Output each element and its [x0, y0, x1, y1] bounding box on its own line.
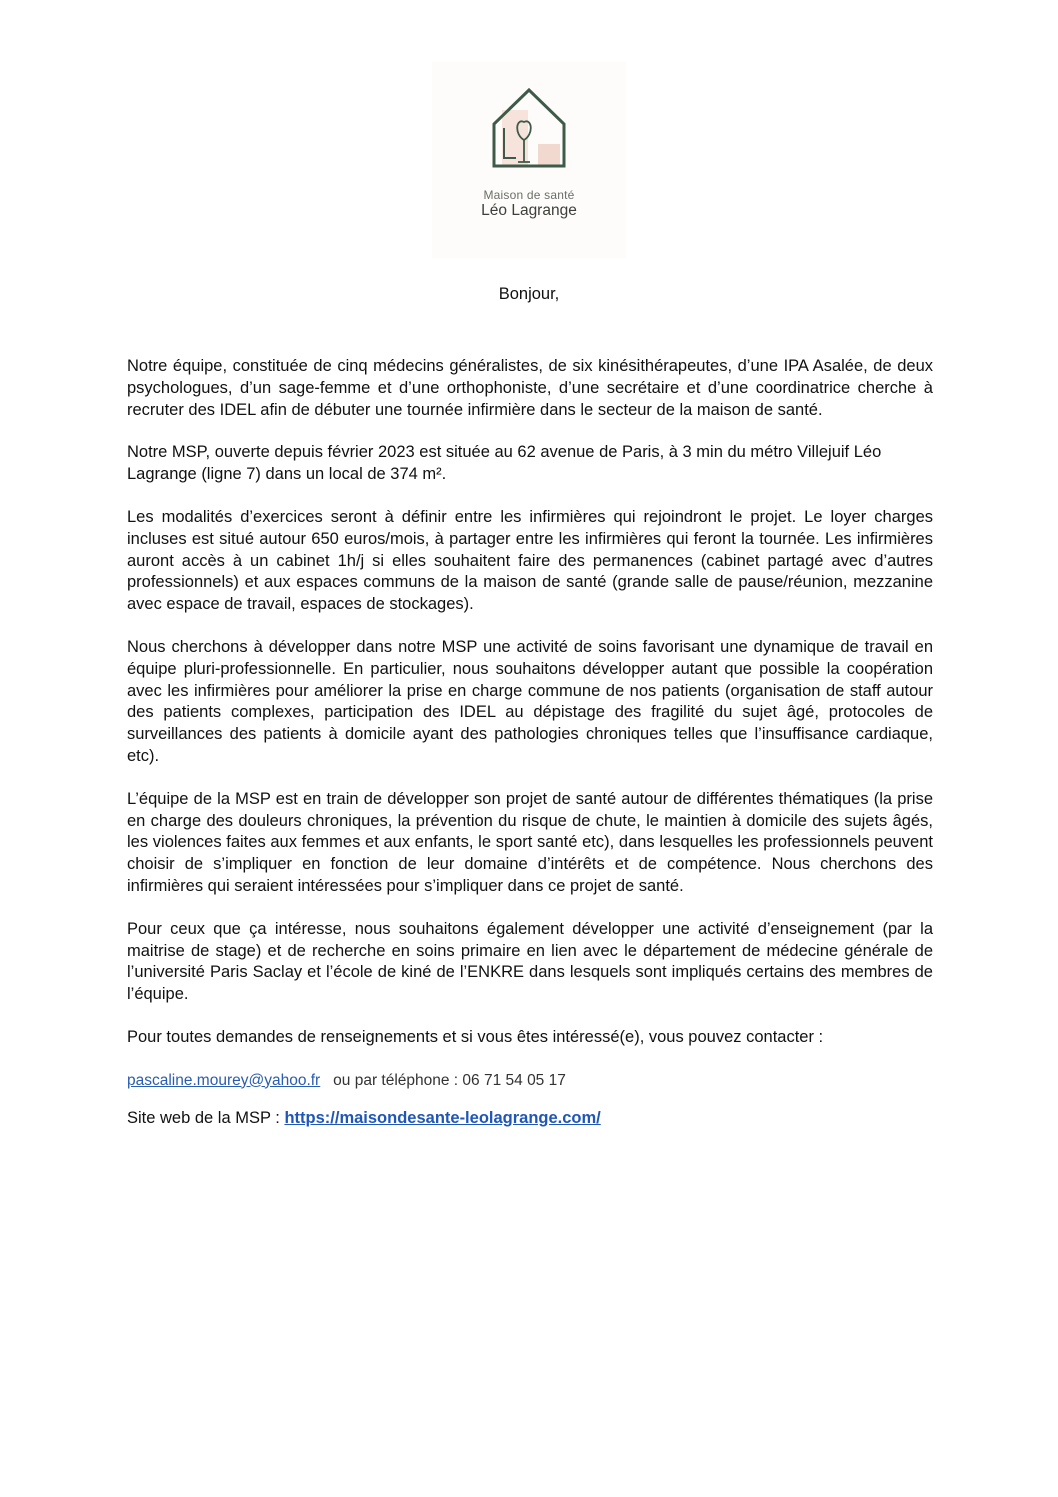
- email-link[interactable]: pascaline.mourey@yahoo.fr: [127, 1071, 321, 1089]
- letter-body: [127, 356, 933, 1129]
- website-line: [127, 1108, 933, 1130]
- logo-line1: Maison de santé: [483, 188, 575, 202]
- contact-intro: Pour toutes demandes de renseignements et si vous êtes intéressé(e), vous pouvez contacter :: [127, 1027, 824, 1046]
- phone-text: ou par téléphone : 06 71 54 05 17: [333, 1071, 566, 1089]
- contact-line: [127, 1070, 933, 1092]
- greeting: Bonjour,: [498, 285, 560, 303]
- paragraph-location: Notre MSP, ouverte depuis février 2023 est située au 62 avenue de Paris, à 3 min du métro Villejuif Léo Lagrange (ligne 7) dans un local de 374 m².: [127, 443, 882, 484]
- paragraph-teaching: Pour ceux que ça intéresse, nous souhaitons également développer une activité d’enseignement (par la maitrise de stage) et de recherche en soins primaire en lien avec le département de médecine générale de l’université Paris Saclay et l’école de kiné de l’ENKRE dans lesquels sont impliqués certains des membres de l’équipe.: [127, 919, 933, 1004]
- logo-fill-right: [538, 144, 560, 166]
- logo-line2: Léo Lagrange: [481, 202, 577, 219]
- paragraph-team: Notre équipe, constituée de cinq médecins généralistes, de six kinésithérapeutes, d’une IPA Asalée, de deux psychologues, d’un sage-femme et d’une orthophoniste, d’une secrétaire et d’une coordinatrice cherche à recruter des IDEL afin de débuter une tournée infirmière dans le secteur de la maison de santé.: [127, 357, 933, 419]
- logo: [432, 62, 626, 258]
- website-label: Site web de la MSP :: [127, 1108, 285, 1127]
- website-link[interactable]: https://maisondesante-leolagrange.com/: [284, 1108, 601, 1127]
- paragraph-health-project: L’équipe de la MSP est en train de développer son projet de santé autour de différentes thématiques (la prise en charge des douleurs chroniques, la prévention du risque de chute, le maintien à domicile des sujets âgés, les violences faites aux femmes et aux enfants, le sport santé etc), dans lesquelles les professionnels peuvent choisir de s’impliquer en fonction de leur domaine d’intérêts et de compétence. Nous cherchons des infirmières qui seraient intéressées pour s’impliquer dans ce projet de santé.: [127, 789, 933, 895]
- paragraph-terms: Les modalités d’exercices seront à définir entre les infirmières qui rejoindront le projet. Le loyer charges incluses est situé autour 650 euros/mois, à partager entre les infirmières qui feront la tournée. Les infirmières auront accès à un cabinet 1h/j si elles souhaitent faire des permanences (cabinet partagé avec d’autres professionnels) et aux espaces communs de la maison de santé (grande salle de pause/réunion, mezzanine avec espace de travail, espaces de stockages).: [127, 507, 933, 614]
- house-heart-logo-icon: [432, 62, 626, 258]
- paragraph-cooperation: Nous cherchons à développer dans notre MSP une activité de soins favorisant une dynamique de travail en équipe pluri-professionnelle. En particulier, nous souhaitons développer autant que possible la coopération avec les infirmières pour améliorer la prise en charge commune de nos patients (organisation de staff autour des patients complexes, participation des IDEL au dépistage des fragilité du sujet âgé, protocoles de surveillances des patients à domicile ayant des pathologies chroniques telles que l’insuffisance cardiaque, etc).: [127, 637, 933, 765]
